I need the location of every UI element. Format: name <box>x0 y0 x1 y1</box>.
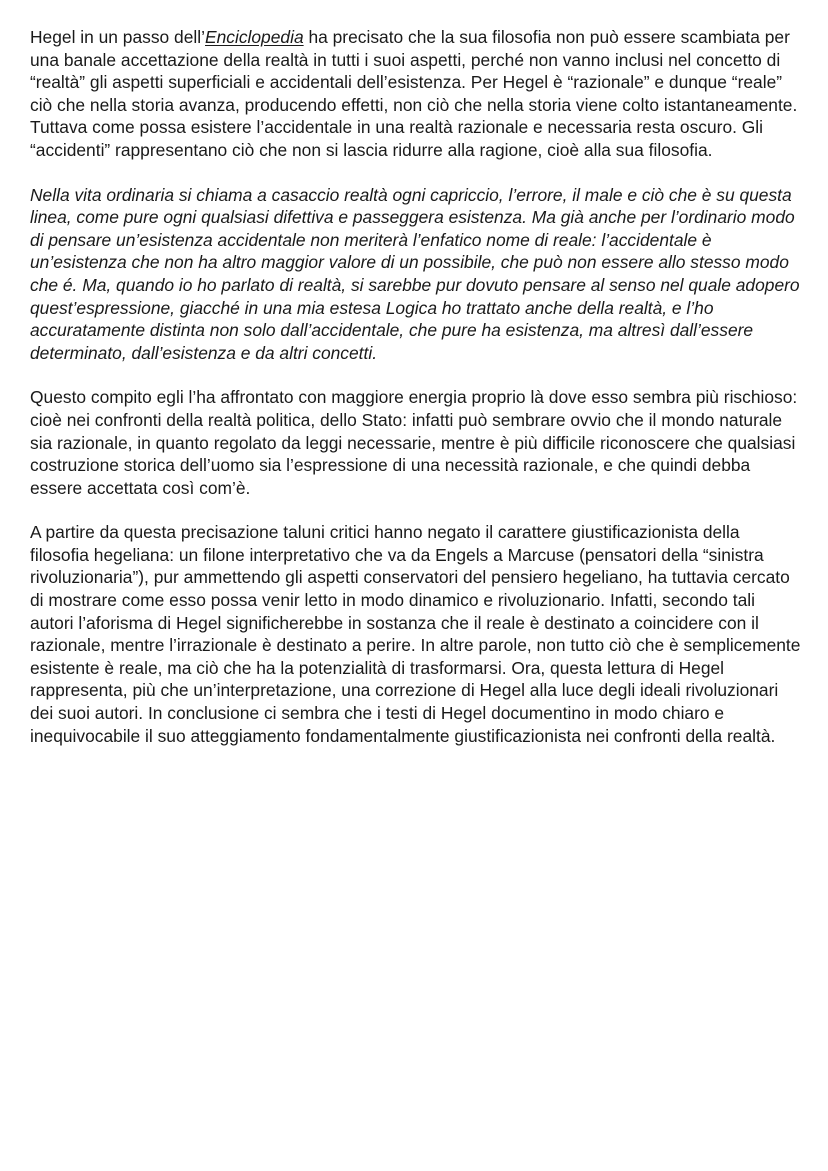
paragraph-4: A partire da questa precisazione taluni critici hanno negato il carattere giustificazionista della filosofia hegeliana: un filone interpretativo che va da Engels a Marcuse (pensatori della “sinistra rivoluzionaria”), pur ammettendo gli aspetti conservatori del pensiero hegeliano, ha tuttavia cercato di mostrare come esso possa venir letto in modo dinamico e rivoluzionario. Infatti, secondo tali autori l’aforisma di Hegel significherebbe in sostanza che il reale è destinato a coincidere con il razionale, mentre l’irrazionale è destinato a perire. In altre parole, non tutto ciò che è semplicemente esistente è reale, ma ciò che ha la potenzialità di trasformarsi. Ora, questa lettura di Hegel rappresenta, più che un’interpretazione, una correzione di Hegel alla luce degli ideali rivoluzionari dei suoi autori. In conclusione ci sembra che i testi di Hegel documentino in modo chiaro e inequivocabile il suo atteggiamento fondamentalmente giustificazionista nei confronti della realtà. <box>30 522 801 746</box>
enciclopedia-title: Enciclopedia <box>205 27 304 47</box>
paragraph-3: Questo compito egli l’ha affrontato con maggiore energia proprio là dove esso sembra più rischioso: cioè nei confronti della realtà politica, dello Stato: infatti può sembrare ovvio che il mondo naturale sia razionale, in quanto regolato da leggi necessarie, mentre è più difficile riconoscere che qualsiasi costruzione storica dell’uomo sia l’espressione di una necessità razionale, e che quindi debba essere accettata così com’è. <box>30 387 798 498</box>
paragraph-1-intro: Hegel in un passo dell’ <box>30 27 205 47</box>
paragraph-1 <box>30 26 802 162</box>
hegel-quotation: Nella vita ordinaria si chiama a casaccio realtà ogni capriccio, l’errore, il male e ciò che è su questa linea, come pure ogni qualsiasi difettiva e passeggera esistenza. Ma già anche per l’ordinario modo di pensare un’esistenza accidentale non meriterà l’enfatico nome di reale: l’accidentale è un’esistenza che non ha altro maggior valore di un possibile, che può non essere allo stesso modo che é. Ma, quando io ho parlato di realtà, si sarebbe pur dovuto pensare al senso nel quale adopero quest’espressione, giacché in una mia estesa Logica ho trattato anche della realtà, e l’ho accuratamente distinta non solo dall’accidentale, che pure ha esistenza, ma altresì dall’essere determinato, dall’esistenza e da altri concetti. <box>30 184 800 363</box>
paragraph-1-body: ha precisato che la sua filosofia non può essere scambiata per una banale accettazione della realtà in tutti i suoi aspetti, perché non vanno inclusi nel concetto di “realtà” gli aspetti superficiali e accidentali dell’esistenza. Per Hegel è “razionale” e dunque “reale” ciò che nella storia avanza, producendo effetti, non ciò che nella storia viene colto istantaneamente. Tuttava come possa esistere l’accidentale in una realtà razionale e necessaria resta oscuro. Gli “accidenti” rappresentano ciò che non si lascia ridurre alla ragione, cioè alla sua filosofia. <box>30 27 798 160</box>
document-page <box>30 26 802 769</box>
